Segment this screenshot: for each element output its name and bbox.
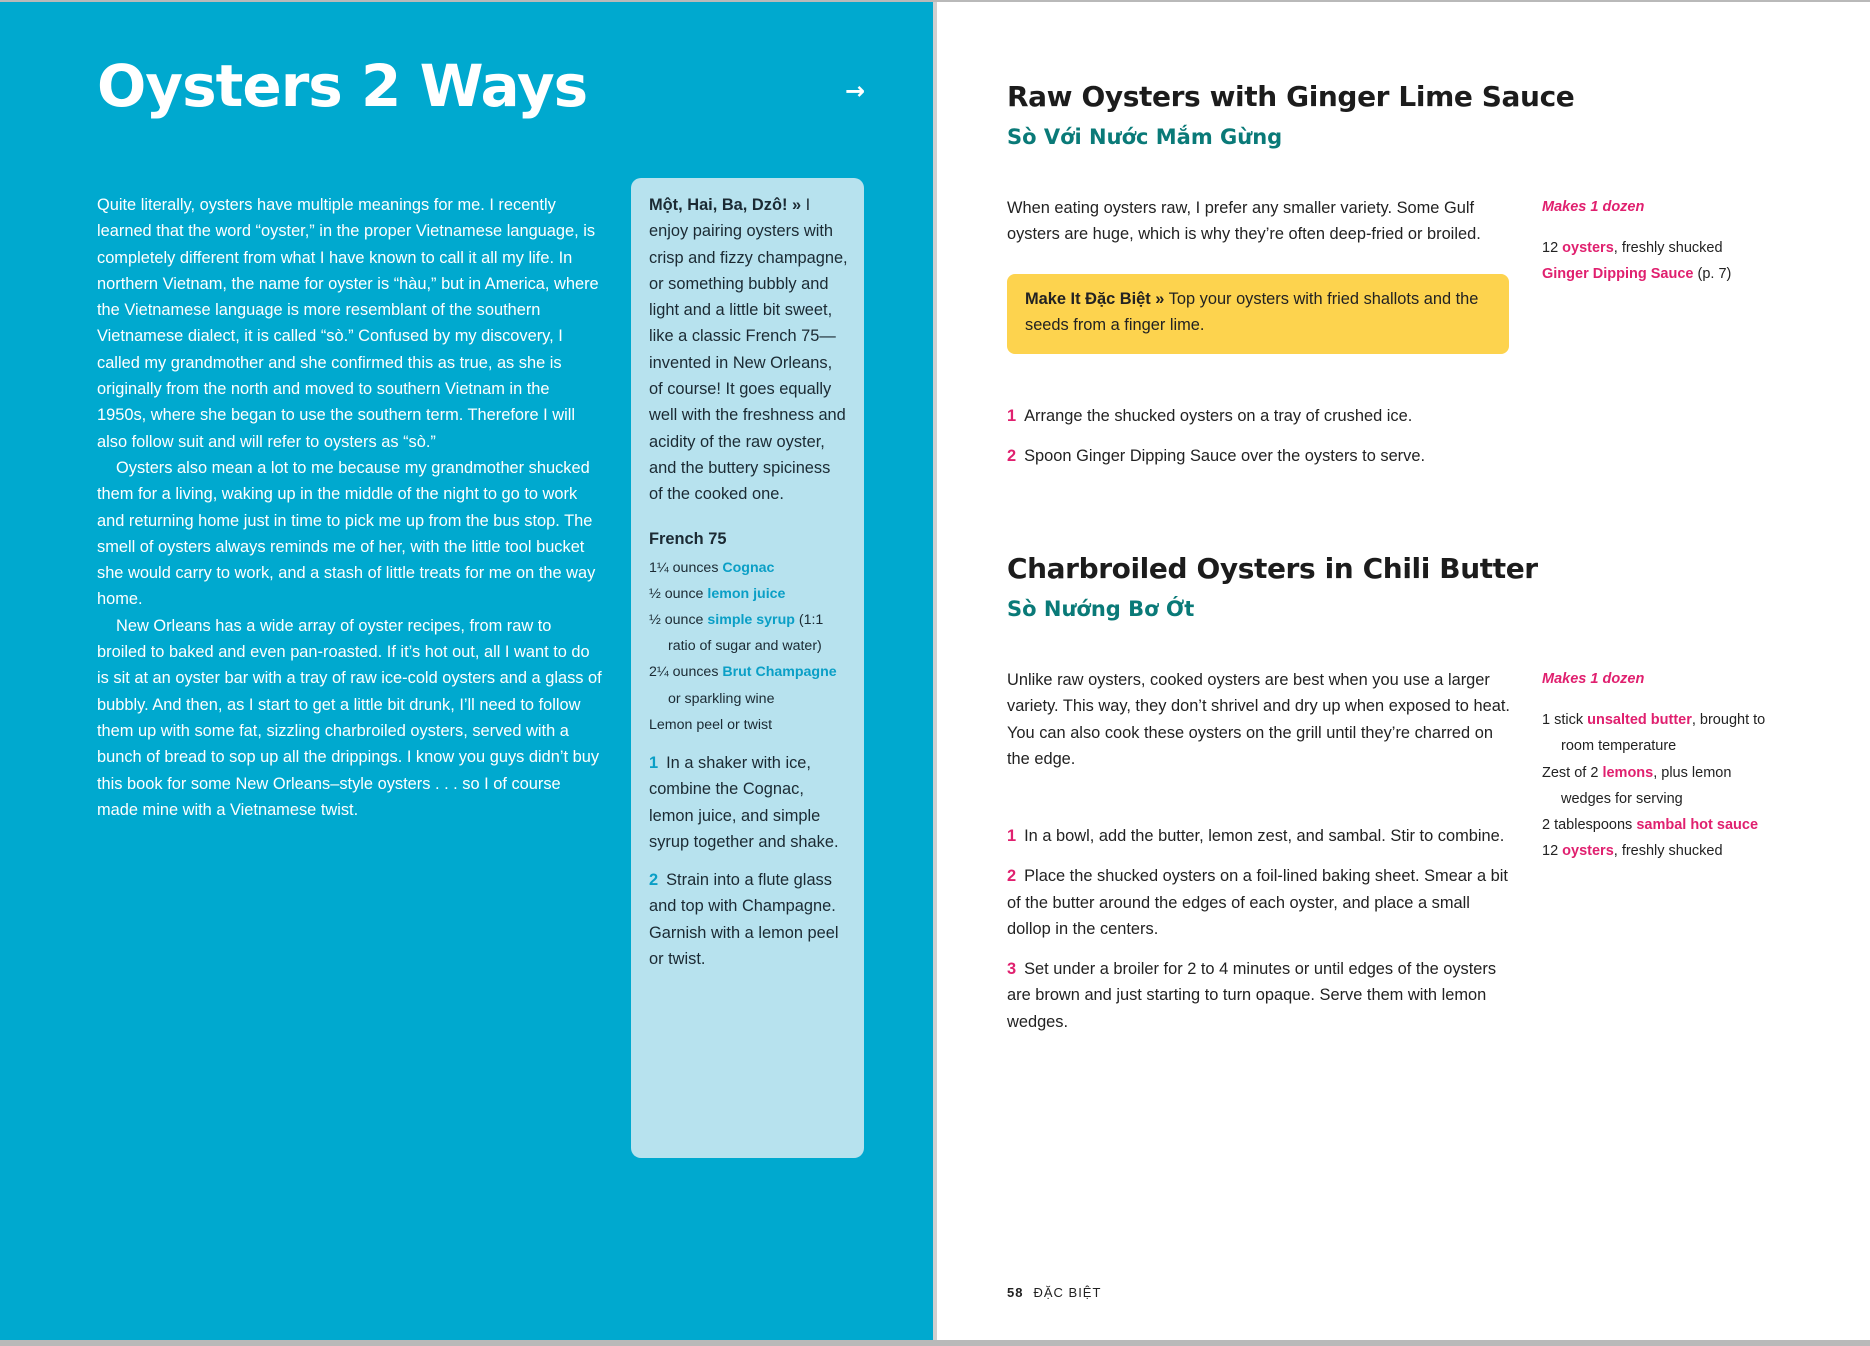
ingredient-item [1542,812,1782,838]
recipe-steps [1007,823,1515,1049]
arrow-right-icon: → [845,77,866,105]
ingredient-qty: 1¼ ounces [649,559,723,576]
page-number: 58 [1007,1285,1024,1300]
intro-text [97,192,602,823]
ingredient-item [1542,707,1782,760]
ingredient-note: , freshly shucked [1613,843,1723,860]
recipe-yield: Makes 1 dozen [1542,199,1645,215]
ingredient-item [649,607,848,659]
recipe-subtitle: Sò Với Nước Mắm Gừng [1007,125,1283,149]
cocktail-ingredients [649,555,848,738]
ingredient-qty: 2 tablespoons [1542,817,1637,834]
step-item [1007,863,1515,942]
intro-paragraph: Oysters also mean a lot to me because my grandmother shucked them for a living, waking up in the middle of the night to go to work and returning home just in time to pick me up from the bus stop. The smell of oysters always reminds me of her, with the little tool bucket she would carry to work, and a stash of little treats for me on the way home. [97,458,596,609]
sidebar-note-text: I enjoy pairing oysters with crisp and fizzy champagne, or something bubbly and light and a little bit sweet, like a classic French 75—invented in New Orleans, of course! It goes equally well with the freshness and acidity of the raw oyster, and the buttery spiciness of the cooked one. [649,196,848,504]
ingredient-item [649,712,848,738]
ingredient-item [1542,235,1782,261]
tip-callout [1007,274,1509,354]
ingredient-name: oysters [1562,843,1614,860]
ingredient-item [1542,760,1782,813]
recipe-title: Raw Oysters with Ginger Lime Sauce [1007,80,1575,113]
step-text: Spoon Ginger Dipping Sauce over the oysters to serve. [1024,447,1426,466]
recipe-ingredients [1542,235,1782,288]
ingredient-name: Cognac [722,559,775,576]
ingredient-qty: 12 [1542,843,1563,860]
step-number: 1 [649,753,659,772]
ingredient-name: unsalted butter [1587,712,1692,728]
page-title: Oysters 2 Ways [97,52,588,120]
recipe-yield: Makes 1 dozen [1542,671,1645,687]
step-number: 2 [1007,867,1017,886]
ingredient-note: , plus lemon wedges for serving [1561,764,1732,807]
recipe-steps [1007,403,1515,484]
step-number: 1 [1007,827,1017,845]
recipe-subtitle: Sò Nướng Bơ Ớt [1007,597,1195,621]
step-text: In a bowl, add the butter, lemon zest, and sambal. Stir to combine. [1024,827,1505,845]
ingredient-note: or sparkling wine [668,690,775,707]
ingredient-qty: ½ ounce [649,585,708,602]
ingredient-qty: 12 [1542,240,1563,256]
step-item [1007,403,1515,429]
ingredient-name: lemons [1602,764,1654,781]
intro-paragraph: Quite literally, oysters have multiple meanings for me. I recently learned that the word “oyster,” in the proper Vietnamese language, is completely different from what I have known to call it all my life. In northern Vietnam, the name for oyster is “hàu,” but in America, where the Vietnamese language is more resemblant of the southern Vietnamese dialect, it is called “sò.” Confused by my discovery, I called my grandmother and she confirmed this as true, as she is originally from the north and moved to southern Vietnam in the 1950s, where she began to use the southern term. Therefore I will also follow suit and will refer to oysters as “sò.” [97,196,599,451]
left-page [0,2,933,1340]
ingredient-qty: Lemon peel or twist [649,716,773,733]
ingredient-qty: ½ ounce [649,611,708,628]
ingredient-name: oysters [1562,240,1614,256]
step-number: 2 [1007,447,1017,466]
ingredient-note: , freshly shucked [1613,240,1723,256]
recipe-intro: Unlike raw oysters, cooked oysters are best when you use a larger variety. This way, they don’t shrivel and dry up when exposed to heat. You can also cook these oysters on the grill until they’re charred on the edge. [1007,671,1510,768]
step-item [649,750,848,855]
ingredient-item [649,581,848,607]
ingredient-item [649,659,848,711]
ingredient-name: Ginger Dipping Sauce [1542,266,1694,283]
ingredient-qty: 1 stick [1542,712,1588,728]
ingredient-name: sambal hot sauce [1636,817,1759,834]
callout-text: Top your oysters with fried shallots and the seeds from a finger lime. [1025,290,1479,335]
ingredient-name: simple syrup [707,611,795,628]
step-number: 3 [1007,960,1017,979]
ingredient-note: (p. 7) [1693,266,1732,283]
step-number: 1 [1007,407,1017,425]
step-item [1007,956,1515,1035]
recipe-intro: When eating oysters raw, I prefer any smaller variety. Some Gulf oysters are huge, which is why they’re often deep-fried or broiled. [1007,199,1481,244]
step-text: Place the shucked oysters on a foil-lined baking sheet. Smear a bit of the butter around the edges of each oyster, and place a small dollop in the centers. [1007,867,1508,938]
step-item [649,867,848,972]
recipe-ingredients [1542,707,1782,865]
ingredient-qty: 2¼ ounces [649,664,723,681]
ingredient-note: , brought to room temperature [1561,712,1766,755]
ingredient-name: lemon juice [707,585,786,602]
section-name: ĐẶC BIỆT [1033,1285,1102,1300]
book-spread [0,2,1870,1340]
step-item [1007,443,1515,469]
page-folio [1007,1285,1101,1300]
sidebar-note [649,192,848,508]
step-text: Strain into a flute glass and top with Champagne. Garnish with a lemon peel or twist. [649,871,839,969]
step-number: 2 [649,871,659,890]
ingredient-name: Brut Champagne [722,664,837,681]
ingredient-item [1542,838,1782,864]
ingredient-qty: Zest of 2 [1542,764,1603,781]
cocktail-steps [649,750,848,972]
callout-heading: Make It Đặc Biệt » [1025,290,1165,308]
ingredient-note: (1:1 ratio of sugar and water) [668,611,824,655]
step-text: In a shaker with ice, combine the Cognac, lemon juice, and simple syrup together and shake. [649,753,839,851]
step-text: Arrange the shucked oysters on a tray of crushed ice. [1024,407,1413,425]
step-text: Set under a broiler for 2 to 4 minutes or until edges of the oysters are brown and just starting to turn opaque. Serve them with lemon wedges. [1007,960,1497,1031]
recipe-title: Charbroiled Oysters in Chili Butter [1007,552,1538,585]
ingredient-item [1542,261,1782,287]
cocktail-title: French 75 [649,529,727,548]
ingredient-item [649,555,848,581]
intro-paragraph: New Orleans has a wide array of oyster recipes, from raw to broiled to baked and even pan-roasted. If it’s hot out, all I want to do is sit at an oyster bar with a tray of raw ice-cold oysters and a glass of bubbly. And then, as I start to get a little bit drunk, I’ll need to follow them up with some fat, sizzling charbroiled oysters, served with a bunch of bread to sop up all the drippings. I know you guys didn’t buy this book for some New Orleans–style oysters . . . so I of course made mine with a Vietnamese twist. [97,616,602,819]
sidebar-heading: Một, Hai, Ba, Dzô! » [649,196,802,214]
step-item [1007,823,1515,849]
pairing-sidebar [631,178,864,1158]
right-page [937,2,1870,1340]
